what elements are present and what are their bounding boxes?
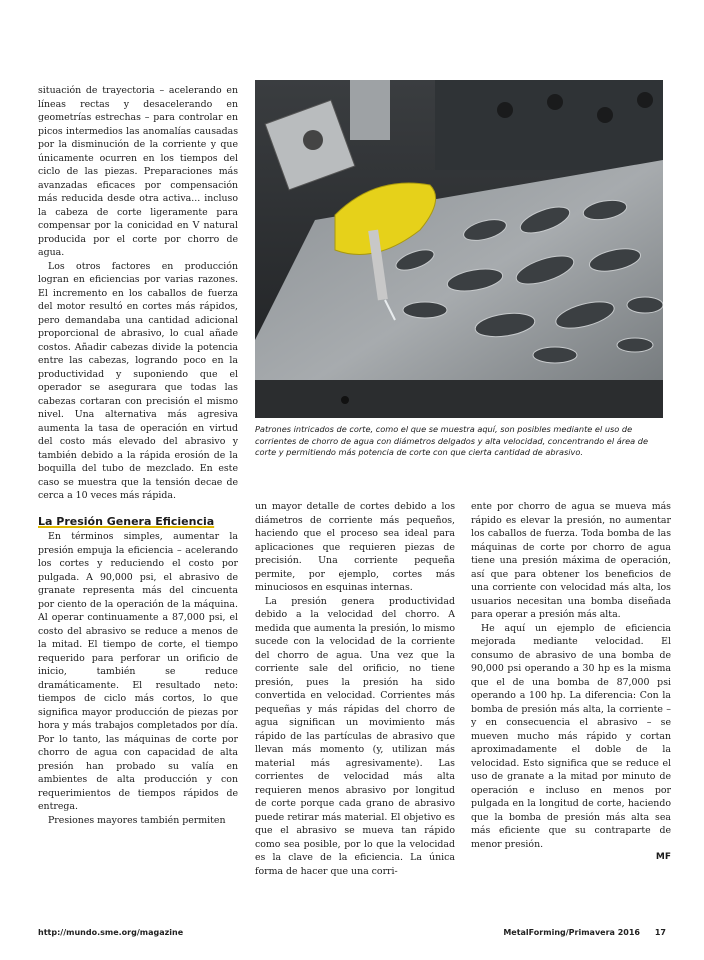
page-number: 17 (654, 928, 666, 937)
waterjet-photo-illustration (255, 80, 663, 418)
paragraph: Los otros factores en producción logran en eficiencias por varias razones. El incremento en los caballos de fuerza del motor resultó en cortes más rápidos, pero demandaba una cantidad adicional proporcional de abrasivo, lo cual añade costos. Añadir cabezas divide la potencia entre las cabezas, logrando poco en la productividad y suponiendo que el operador se asegurara que todas las cabezas cortaran con precisión el mismo nivel. Una alternativa más agresiva aumenta la tasa de operación en virtud del costo más elevado del abrasivo y también debido a la rápida erosión de la boquilla del tubo de mezclado. En este caso se muestra que la tensión decae de cerca a 10 veces más rápida. (38, 260, 238, 501)
paragraph: He aquí un ejemplo de eficiencia mejorada mediante velocidad. El consumo de abrasivo de una bomba de 90,000 psi operando a 30 hp es la misma que el de una bomba de 87,000 psi operando a 100 hp. La diferencia: Con la bomba de presión más alta, la corriente – y en consecuencia el abrasivo – se mueven mucho más rápido y cortan aproximadamente el doble de la velocidad. Esto significa que se reduce el uso de granate a la mitad por minuto de operación e incluso en menos por pulgada en la longitud de corte, haciendo que la bomba de presión más alta sea más eficiente que su contraparte de menor presión. (471, 622, 671, 850)
paragraph: La presión genera productividad debido a la velocidad del chorro. A medida que aumenta la presión, lo mismo sucede con la velocidad de la corriente del chorro de agua. Una vez que la corriente sale del orificio, no tiene presión, pues la presión ha sido convertida en velocidad. Corrientes más pequeñas y más rápidas del chorro de agua significan un movimiento más rápido de las partículas de abrasivo que llevan más momento (y, utilizan más material más agresivamente). Las corrientes de velocidad más alta requieren menos abrasivo por longitud de corte porque cada grano de abrasivo puede retirar más material. El objetivo es que el abrasivo se mueva tan rápido como sea posible, por lo que la velocidad es la clave de la eficiencia. La única forma de hacer que una corri- (255, 595, 455, 877)
text-column-1 (38, 84, 238, 916)
section-heading: La Presión Genera Eficiencia (38, 514, 215, 528)
footer-publication: MetalForming/Primavera 2016 (503, 928, 640, 937)
paragraph: Presiones mayores también permiten (48, 814, 226, 826)
paragraph: situación de trayectoria – acelerando en líneas rectas y desacelerando en geometrías estrechas – para controlar en picos intermedios las anomalías causadas por la disminución de la corriente y que únicamente ocurren en los tiempos del ciclo de las piezas. Preparaciones más avanzadas eficaces por compensación más reducida desde otra activa... incluso la cabeza de corte ligeramente para compensar por la conicidad en V natural producida por el corte por chorro de agua. (38, 85, 238, 258)
paragraph: ente por chorro de agua se mueva más rápido es elevar la presión, no aumentar los caballos de fuerza. Toda bomba de las máquinas de corte por chorro de agua tiene una presión máxima de operación, así que para obtener los beneficios de una corriente con velocidad más alta, los usuarios necesitan una bomba diseñada para operar a presión más alta. (471, 501, 671, 620)
end-mark: MF (655, 852, 671, 862)
photo-caption: Patrones intricados de corte, como el que se muestra aquí, son posibles mediante el uso de corrientes de chorro de agua con diámetros delgados y alta velocidad, concentrando el área de corte y permitiendo más potencia de corte con que cierta cantidad de abrasivo. (255, 424, 648, 457)
footer-url[interactable]: http://mundo.sme.org/magazine (38, 928, 184, 937)
waterjet-cutting-photo (255, 80, 663, 418)
text-column-3 (471, 500, 671, 916)
paragraph: En términos simples, aumentar la presión empuja la eficiencia – acelerando los cortes y reduciendo el costo por pulgada. A 90,000 psi, el abrasivo de granate representa más del cincuenta por ciento de la operación de la máquina. Al operar continuamente a 87,000 psi, el costo del abrasivo se reduce a menos de la mitad. El tiempo de corte, el tiempo requerido para perforar un orificio de inicio, también se reduce dramáticamente. El resultado neto: tiempos de ciclo más cortos, lo que significa mayor producción de piezas por hora y más trabajos completados por día. Por lo tanto, las máquinas de corte por chorro de agua con capacidad de alta presión han probado su valía en ambientes de alta producción y con requerimientos de tiempos rápidos de entrega. (38, 531, 238, 812)
text-column-2 (255, 500, 455, 916)
paragraph: un mayor detalle de cortes debido a los diámetros de corriente más pequeños, haciendo que el proceso sea ideal para aplicaciones que requieren piezas de precisión. Una corriente pequeña permite, por ejemplo, cortes más minuciosos en esquinas internas. (255, 501, 455, 593)
page-footer (38, 924, 666, 940)
